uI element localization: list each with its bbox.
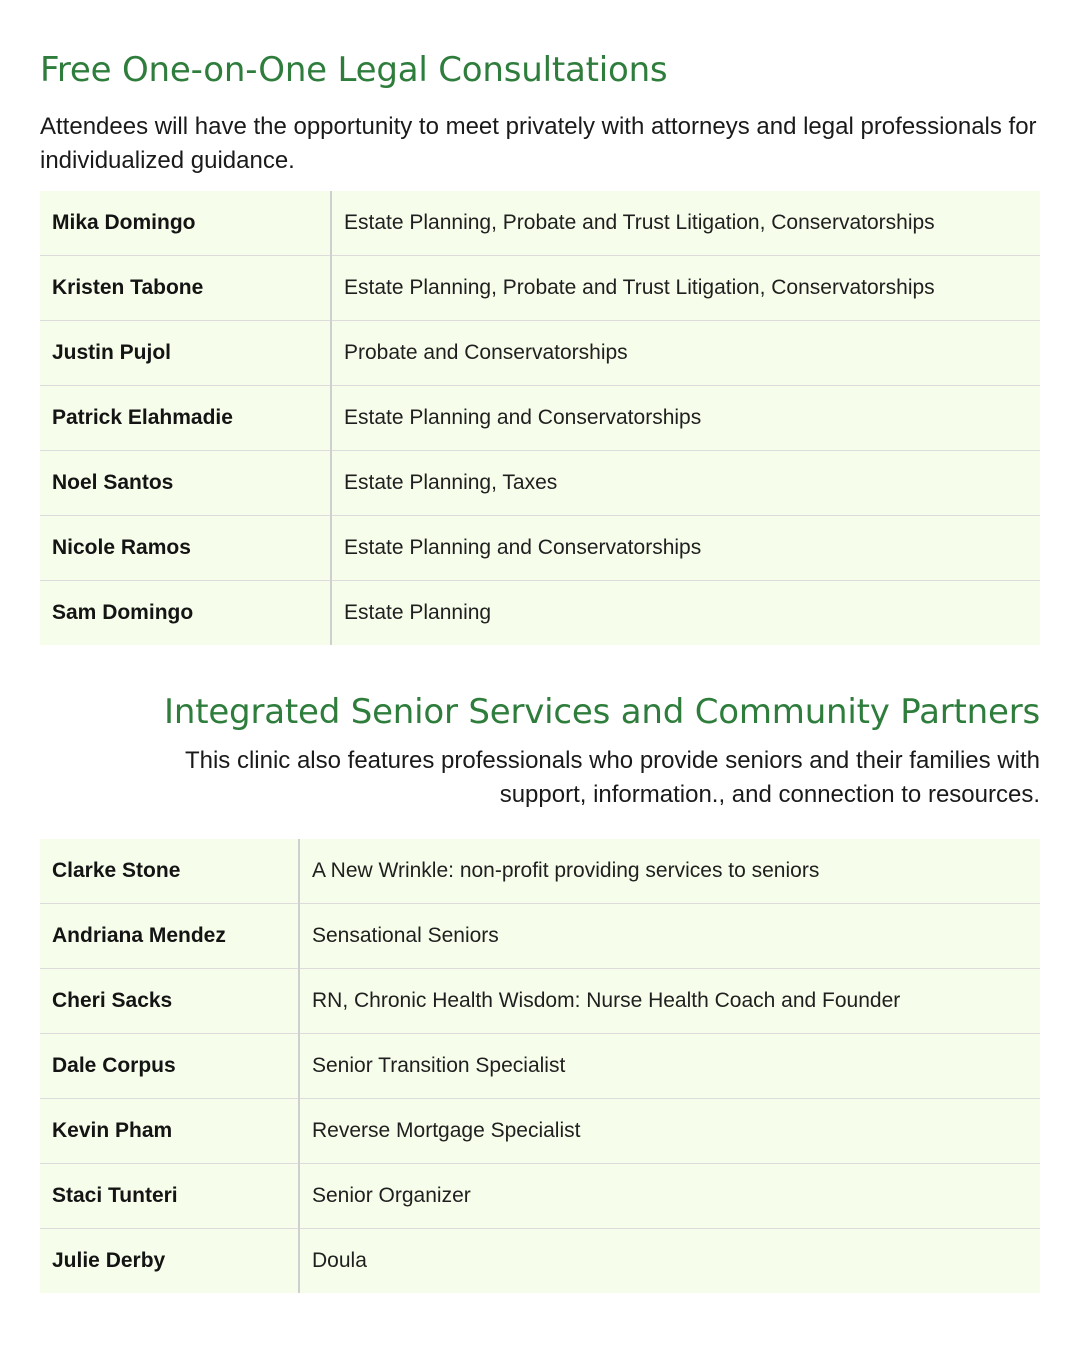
table-row [40,1164,1040,1229]
senior-services-section [40,690,1040,1293]
professional-name: Patrick Elahmadie [40,386,331,451]
table-row [40,386,1040,451]
partner-name: Staci Tunteri [40,1164,299,1229]
professional-name: Sam Domingo [40,581,331,646]
legal-professionals-table [40,191,1040,645]
partner-name: Julie Derby [40,1229,299,1294]
table-row [40,256,1040,321]
professional-name: Kristen Tabone [40,256,331,321]
table-row [40,191,1040,256]
partner-description: A New Wrinkle: non-profit providing services to seniors [299,839,1040,904]
table-row [40,321,1040,386]
table-row [40,451,1040,516]
services-section-title: Integrated Senior Services and Community Partners [164,692,1040,732]
partner-name: Cheri Sacks [40,969,299,1034]
table-row [40,969,1040,1034]
legal-consultations-section [40,48,1040,645]
professional-specialty: Estate Planning, Probate and Trust Litigation, Conservatorships [331,191,1040,256]
partner-description: Reverse Mortgage Specialist [299,1099,1040,1164]
partner-description: Sensational Seniors [299,904,1040,969]
table-row [40,1099,1040,1164]
services-intro-line-2: support, information., and connection to resources. [499,781,1040,808]
table-row [40,839,1040,904]
professional-specialty: Estate Planning, Probate and Trust Litigation, Conservatorships [331,256,1040,321]
professional-name: Noel Santos [40,451,331,516]
services-intro-line-1: This clinic also features professionals who provide seniors and their families with [184,747,1040,774]
professional-specialty: Estate Planning and Conservatorships [331,386,1040,451]
legal-section-intro: Attendees will have the opportunity to meet privately with attorneys and legal professionals for individualized guidance. [40,113,1037,174]
table-row [40,1229,1040,1294]
partner-description: Senior Transition Specialist [299,1034,1040,1099]
legal-section-title: Free One-on-One Legal Consultations [40,50,668,90]
professional-specialty: Estate Planning, Taxes [331,451,1040,516]
professional-specialty: Estate Planning [344,601,492,624]
table-row [40,581,1040,646]
partner-description: Senior Organizer [299,1164,1040,1229]
community-partners-table [40,839,1040,1293]
partner-name: Kevin Pham [40,1099,299,1164]
partner-name: Clarke Stone [40,839,299,904]
professional-name: Nicole Ramos [40,516,331,581]
professional-name: Mika Domingo [40,191,331,256]
partner-description: Doula [312,1249,367,1272]
professional-specialty: Estate Planning and Conservatorships [331,516,1040,581]
table-row [40,516,1040,581]
partner-name: Andriana Mendez [40,904,299,969]
table-row [40,904,1040,969]
table-row [40,1034,1040,1099]
professional-name: Justin Pujol [40,321,331,386]
partner-description: RN, Chronic Health Wisdom: Nurse Health Coach and Founder [299,969,1040,1034]
services-section-intro [40,744,1040,812]
professional-specialty: Probate and Conservatorships [331,321,1040,386]
partner-name: Dale Corpus [40,1034,299,1099]
